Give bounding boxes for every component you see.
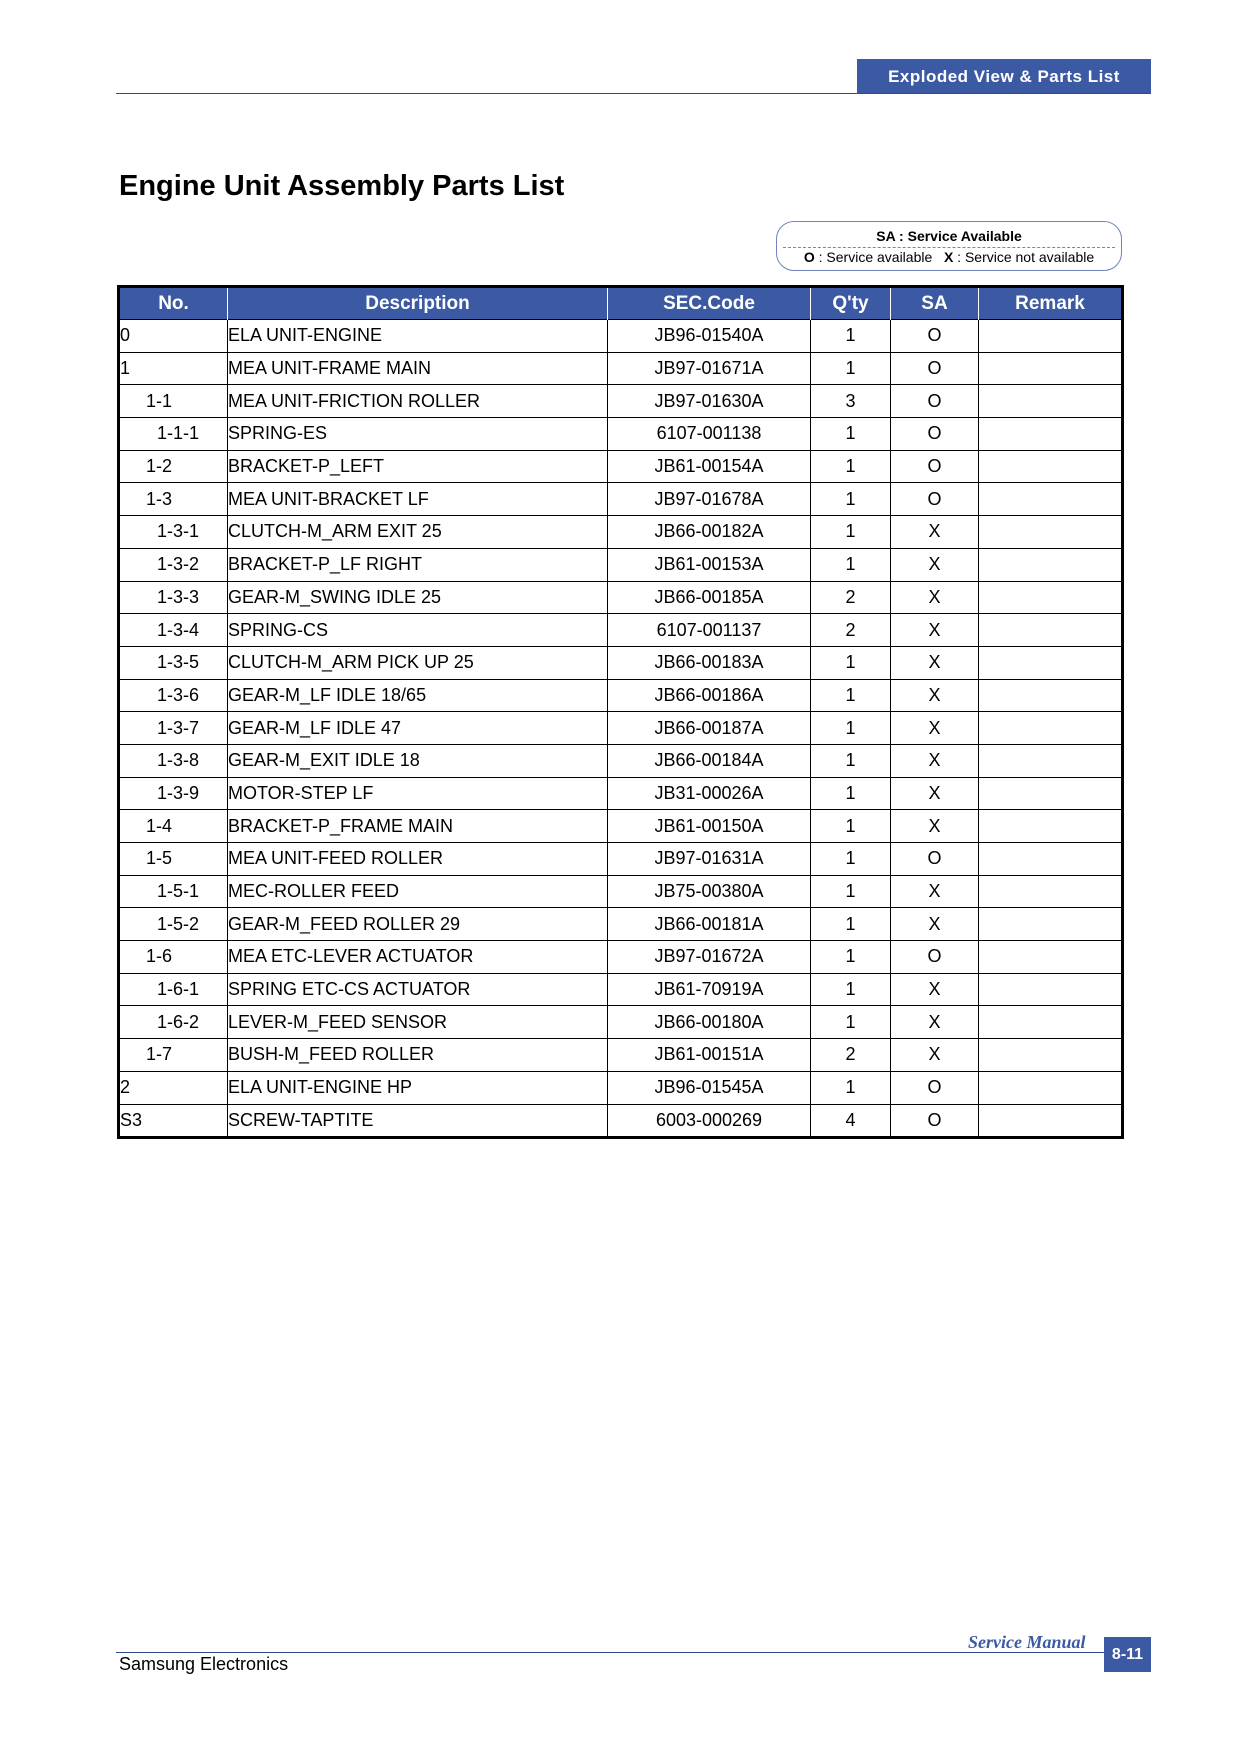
cell-sa: O	[891, 418, 979, 451]
cell-no: 1-3-7	[119, 712, 228, 745]
cell-sa: O	[891, 843, 979, 876]
cell-sa: O	[891, 385, 979, 418]
legend-x-symbol: X	[943, 249, 954, 265]
cell-sec-code: JB66-00187A	[608, 712, 811, 745]
cell-remark	[979, 777, 1123, 810]
cell-qty: 1	[811, 548, 891, 581]
cell-no: 1-3-2	[119, 548, 228, 581]
table-row	[119, 941, 1123, 974]
cell-sec-code: JB61-00151A	[608, 1039, 811, 1072]
cell-description: SPRING-ES	[228, 418, 608, 451]
column-header-sec-code: SEC.Code	[608, 287, 811, 320]
cell-sec-code: JB66-00182A	[608, 516, 811, 549]
page-title: Engine Unit Assembly Parts List	[119, 170, 565, 202]
cell-sa: O	[891, 320, 979, 353]
cell-remark	[979, 581, 1123, 614]
cell-sa: X	[891, 712, 979, 745]
cell-description: MEA UNIT-BRACKET LF	[228, 483, 608, 516]
table-row	[119, 320, 1123, 353]
cell-sa: X	[891, 908, 979, 941]
cell-no: 1-5-2	[119, 908, 228, 941]
cell-no: 1	[119, 352, 228, 385]
cell-sa: X	[891, 875, 979, 908]
cell-qty: 1	[811, 875, 891, 908]
column-header-sa: SA	[891, 287, 979, 320]
table-row	[119, 1104, 1123, 1138]
cell-remark	[979, 320, 1123, 353]
cell-description: BRACKET-P_LEFT	[228, 450, 608, 483]
table-row	[119, 908, 1123, 941]
cell-qty: 1	[811, 777, 891, 810]
cell-description: MEA UNIT-FRICTION ROLLER	[228, 385, 608, 418]
table-row	[119, 777, 1123, 810]
cell-remark	[979, 908, 1123, 941]
cell-qty: 1	[811, 973, 891, 1006]
cell-no: 1-3-9	[119, 777, 228, 810]
cell-qty: 2	[811, 1039, 891, 1072]
cell-remark	[979, 1006, 1123, 1039]
cell-remark	[979, 1104, 1123, 1138]
legend-title: SA : Service Available	[876, 228, 1022, 244]
cell-sec-code: JB97-01671A	[608, 352, 811, 385]
cell-remark	[979, 516, 1123, 549]
parts-table-body	[119, 320, 1123, 1138]
cell-sec-code: JB66-00181A	[608, 908, 811, 941]
cell-no: 1-1-1	[119, 418, 228, 451]
cell-no: 1-4	[119, 810, 228, 843]
table-row	[119, 843, 1123, 876]
cell-sec-code: JB96-01540A	[608, 320, 811, 353]
table-row	[119, 875, 1123, 908]
cell-sec-code: 6107-001137	[608, 614, 811, 647]
cell-sa: X	[891, 646, 979, 679]
table-row	[119, 712, 1123, 745]
table-row	[119, 516, 1123, 549]
cell-qty: 1	[811, 483, 891, 516]
cell-description: GEAR-M_SWING IDLE 25	[228, 581, 608, 614]
cell-remark	[979, 744, 1123, 777]
cell-sec-code: JB97-01631A	[608, 843, 811, 876]
cell-description: SPRING-CS	[228, 614, 608, 647]
cell-qty: 2	[811, 581, 891, 614]
cell-sec-code: JB66-00184A	[608, 744, 811, 777]
table-row	[119, 1071, 1123, 1104]
cell-qty: 4	[811, 1104, 891, 1138]
cell-sa: O	[891, 1104, 979, 1138]
cell-qty: 1	[811, 646, 891, 679]
cell-qty: 1	[811, 320, 891, 353]
column-header-description: Description	[228, 287, 608, 320]
cell-description: CLUTCH-M_ARM EXIT 25	[228, 516, 608, 549]
cell-description: MEA ETC-LEVER ACTUATOR	[228, 941, 608, 974]
cell-sa: X	[891, 1006, 979, 1039]
cell-remark	[979, 679, 1123, 712]
footer-manual-title: Service Manual	[968, 1632, 1086, 1652]
cell-qty: 1	[811, 810, 891, 843]
cell-qty: 1	[811, 1071, 891, 1104]
cell-remark	[979, 548, 1123, 581]
cell-no: 1-3-8	[119, 744, 228, 777]
cell-remark	[979, 1039, 1123, 1072]
table-row	[119, 614, 1123, 647]
cell-sec-code: JB61-00150A	[608, 810, 811, 843]
cell-remark	[979, 418, 1123, 451]
column-header-remark: Remark	[979, 287, 1123, 320]
table-row	[119, 1039, 1123, 1072]
cell-description: LEVER-M_FEED SENSOR	[228, 1006, 608, 1039]
cell-remark	[979, 810, 1123, 843]
cell-qty: 3	[811, 385, 891, 418]
cell-description: CLUTCH-M_ARM PICK UP 25	[228, 646, 608, 679]
cell-remark	[979, 973, 1123, 1006]
table-row	[119, 973, 1123, 1006]
cell-no: 2	[119, 1071, 228, 1104]
cell-sa: O	[891, 352, 979, 385]
sa-legend	[776, 221, 1122, 271]
cell-sa: X	[891, 516, 979, 549]
table-row	[119, 581, 1123, 614]
cell-no: 1-7	[119, 1039, 228, 1072]
legend-o-symbol: O	[803, 249, 815, 265]
cell-sec-code: 6003-000269	[608, 1104, 811, 1138]
cell-description: SPRING ETC-CS ACTUATOR	[228, 973, 608, 1006]
cell-qty: 1	[811, 712, 891, 745]
page-number: 8-11	[1104, 1637, 1151, 1672]
section-tab: Exploded View & Parts List	[857, 59, 1151, 94]
legend-x-text: : Service not available	[953, 249, 1095, 265]
cell-description: ELA UNIT-ENGINE HP	[228, 1071, 608, 1104]
cell-description: ELA UNIT-ENGINE	[228, 320, 608, 353]
cell-sa: X	[891, 581, 979, 614]
cell-remark	[979, 614, 1123, 647]
cell-description: BUSH-M_FEED ROLLER	[228, 1039, 608, 1072]
cell-qty: 1	[811, 843, 891, 876]
legend-divider	[783, 247, 1115, 248]
table-header-row	[119, 287, 1123, 320]
table-row	[119, 385, 1123, 418]
cell-description: SCREW-TAPTITE	[228, 1104, 608, 1138]
cell-sec-code: JB66-00180A	[608, 1006, 811, 1039]
cell-remark	[979, 450, 1123, 483]
cell-description: BRACKET-P_FRAME MAIN	[228, 810, 608, 843]
table-row	[119, 1006, 1123, 1039]
cell-sa: O	[891, 450, 979, 483]
cell-description: GEAR-M_EXIT IDLE 18	[228, 744, 608, 777]
cell-qty: 1	[811, 1006, 891, 1039]
cell-no: 1-5-1	[119, 875, 228, 908]
cell-sec-code: JB66-00185A	[608, 581, 811, 614]
cell-no: 1-6-2	[119, 1006, 228, 1039]
parts-table	[117, 285, 1124, 1139]
cell-remark	[979, 385, 1123, 418]
cell-description: MOTOR-STEP LF	[228, 777, 608, 810]
cell-qty: 2	[811, 614, 891, 647]
cell-no: 0	[119, 320, 228, 353]
column-header-qty: Q'ty	[811, 287, 891, 320]
cell-sec-code: JB97-01678A	[608, 483, 811, 516]
table-row	[119, 646, 1123, 679]
cell-sa: X	[891, 777, 979, 810]
legend-keys	[777, 249, 1121, 265]
cell-description: GEAR-M_FEED ROLLER 29	[228, 908, 608, 941]
cell-no: 1-2	[119, 450, 228, 483]
table-row	[119, 483, 1123, 516]
cell-remark	[979, 843, 1123, 876]
cell-sec-code: JB97-01672A	[608, 941, 811, 974]
table-row	[119, 744, 1123, 777]
table-row	[119, 450, 1123, 483]
cell-no: 1-3-3	[119, 581, 228, 614]
cell-description: MEA UNIT-FRAME MAIN	[228, 352, 608, 385]
footer-company: Samsung Electronics	[119, 1654, 289, 1674]
cell-sa: X	[891, 1039, 979, 1072]
cell-remark	[979, 483, 1123, 516]
cell-qty: 1	[811, 679, 891, 712]
cell-remark	[979, 712, 1123, 745]
cell-sa: X	[891, 973, 979, 1006]
cell-sec-code: JB31-00026A	[608, 777, 811, 810]
cell-no: 1-3-1	[119, 516, 228, 549]
cell-qty: 1	[811, 352, 891, 385]
cell-qty: 1	[811, 744, 891, 777]
cell-description: BRACKET-P_LF RIGHT	[228, 548, 608, 581]
cell-sa: X	[891, 679, 979, 712]
cell-sec-code: JB66-00186A	[608, 679, 811, 712]
table-row	[119, 548, 1123, 581]
cell-sec-code: JB97-01630A	[608, 385, 811, 418]
cell-sec-code: 6107-001138	[608, 418, 811, 451]
table-row	[119, 679, 1123, 712]
column-header-no: No.	[119, 287, 228, 320]
cell-description: MEC-ROLLER FEED	[228, 875, 608, 908]
cell-no: 1-3	[119, 483, 228, 516]
cell-sec-code: JB61-00153A	[608, 548, 811, 581]
cell-sa: X	[891, 810, 979, 843]
cell-sec-code: JB61-00154A	[608, 450, 811, 483]
cell-description: GEAR-M_LF IDLE 18/65	[228, 679, 608, 712]
cell-remark	[979, 1071, 1123, 1104]
cell-sec-code: JB96-01545A	[608, 1071, 811, 1104]
cell-qty: 1	[811, 516, 891, 549]
cell-no: 1-5	[119, 843, 228, 876]
cell-remark	[979, 646, 1123, 679]
cell-no: 1-1	[119, 385, 228, 418]
cell-sa: X	[891, 744, 979, 777]
cell-remark	[979, 875, 1123, 908]
cell-description: GEAR-M_LF IDLE 47	[228, 712, 608, 745]
cell-description: MEA UNIT-FEED ROLLER	[228, 843, 608, 876]
legend-o-text: : Service available	[814, 249, 933, 265]
cell-remark	[979, 352, 1123, 385]
cell-sa: X	[891, 548, 979, 581]
table-row	[119, 810, 1123, 843]
cell-qty: 1	[811, 418, 891, 451]
cell-sec-code: JB61-70919A	[608, 973, 811, 1006]
header-rule	[116, 93, 1151, 94]
cell-sa: X	[891, 614, 979, 647]
cell-no: 1-6	[119, 941, 228, 974]
cell-remark	[979, 941, 1123, 974]
cell-qty: 1	[811, 450, 891, 483]
cell-sa: O	[891, 1071, 979, 1104]
cell-no: 1-3-6	[119, 679, 228, 712]
cell-qty: 1	[811, 908, 891, 941]
cell-no: S3	[119, 1104, 228, 1138]
cell-no: 1-3-5	[119, 646, 228, 679]
cell-qty: 1	[811, 941, 891, 974]
cell-sec-code: JB66-00183A	[608, 646, 811, 679]
footer-rule	[116, 1652, 1104, 1653]
cell-sa: O	[891, 941, 979, 974]
table-row	[119, 352, 1123, 385]
cell-sec-code: JB75-00380A	[608, 875, 811, 908]
table-row	[119, 418, 1123, 451]
cell-no: 1-6-1	[119, 973, 228, 1006]
cell-sa: O	[891, 483, 979, 516]
cell-no: 1-3-4	[119, 614, 228, 647]
